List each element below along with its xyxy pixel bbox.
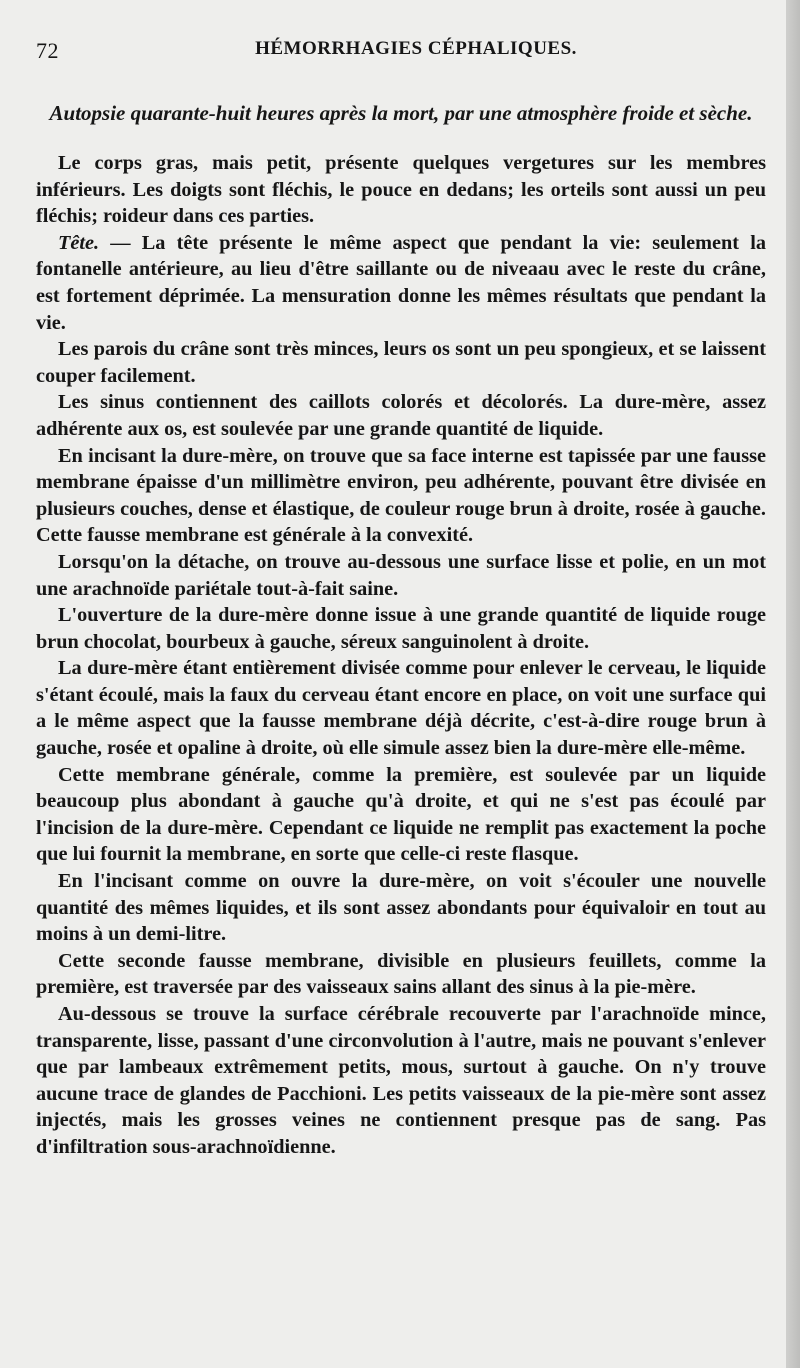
running-head-title: HÉMORRHAGIES CÉPHALIQUES. xyxy=(255,38,577,59)
body-text xyxy=(36,150,766,1161)
paragraph-text: — La tête présente le même aspect que pendant la vie: seulement la fontanelle antérieure, au lieu d'être saillante ou de niveaau avec le reste du crâne, est fortement déprimée. La mensuration donne les mêmes résultats que pendant la vie. xyxy=(36,231,766,334)
paragraph: La dure-mère étant entièrement divisée comme pour enlever le cerveau, le liquide s'étant écoulé, mais la faux du cerveau étant encore en place, on voit une surface qui a le même aspect que la fausse membrane déjà décrite, c'est-à-dire rouge brun à gauche, rosée et opaline à droite, où elle simule assez bien la dure-mère elle-même. xyxy=(36,657,766,760)
paragraph: En incisant la dure-mère, on trouve que sa face interne est tapissée par une fausse membrane épaisse d'un millimètre environ, peu adhérente, pouvant être divisée en plusieurs couches, dense et élastique, de couleur rouge brun à droite, rosée à gauche. Cette fausse membrane est générale à la convexité. xyxy=(36,444,766,547)
paragraph: En l'incisant comme on ouvre la dure-mère, on voit s'écouler une nouvelle quantité des mêmes liquides, et ils sont assez abondants pour équivaloir en tout au moins à un demi-litre. xyxy=(36,870,766,946)
page-edge-shadow xyxy=(786,0,800,1368)
paragraph: Au-dessous se trouve la surface cérébrale recouverte par l'arachnoïde mince, transparente, lisse, passant d'une circonvolution à l'autre, mais ne pouvant s'enlever que par lambeaux extrêmement petits, mous, surtout à gauche. On n'y trouve aucune trace de glandes de Pacchioni. Les petits vaisseaux de la pie-mère sont assez injectés, mais les grosses veines ne contiennent presque pas de sang. Pas d'infiltration sous-arachnoïdienne. xyxy=(36,1003,766,1158)
page-number: 72 xyxy=(36,38,59,63)
paragraph: Les sinus contiennent des caillots colorés et décolorés. La dure-mère, assez adhérente aux os, est soulevée par une grande quantité de liquide. xyxy=(36,391,766,440)
running-head xyxy=(36,38,766,70)
paragraph-tete xyxy=(36,230,766,336)
paragraph-lead: Tête. xyxy=(58,231,100,254)
paragraph: Cette seconde fausse membrane, divisible en plusieurs feuillets, comme la première, est traversée par des vaisseaux sains allant des sinus à la pie-mère. xyxy=(36,949,766,999)
section-title: Autopsie quarante-huit heures après la mort, par une atmosphère froide et sèche. xyxy=(49,101,753,125)
paragraph: Lorsqu'on la détache, on trouve au-dessous une surface lisse et polie, en un mot une arachnoïde pariétale tout-à-fait saine. xyxy=(36,550,766,600)
paragraph: L'ouverture de la dure-mère donne issue à une grande quantité de liquide rouge brun chocolat, bourbeux à gauche, séreux sanguinolent à droite. xyxy=(36,604,766,653)
paragraph: Le corps gras, mais petit, présente quelques vergetures sur les membres inférieurs. Les doigts sont fléchis, le pouce en dedans; les orteils sont aussi un peu fléchis; roideur dans ces parties. xyxy=(36,152,766,228)
paragraph: Les parois du crâne sont très minces, leurs os sont un peu spongieux, et se laissent couper facilement. xyxy=(36,338,766,387)
paragraph: Cette membrane générale, comme la première, est soulevée par un liquide beaucoup plus abondant à gauche qu'à droite, et qui ne s'est pas écoulé par l'incision de la dure-mère. Cependant ce liquide ne remplit pas exactement la poche que lui fournit la membrane, en sorte que celle-ci reste flasque. xyxy=(36,763,766,866)
